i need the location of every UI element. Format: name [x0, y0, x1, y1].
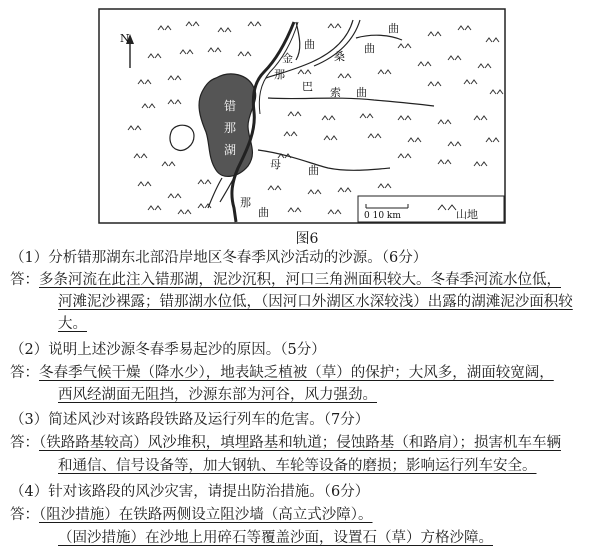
answer-2-text-2: 西风经湖面无阻挡，沙源东部为河谷，风力强劲。 [58, 387, 377, 403]
answer-3-line-1 [10, 433, 602, 454]
river-label-basuo-qu: 曲 [356, 86, 367, 99]
map-figure [98, 8, 506, 224]
figure-caption: 图6 [295, 231, 319, 247]
map-svg [98, 8, 506, 224]
answer-2-line-2 [58, 385, 602, 406]
question-3: （3）简述风沙对该路段铁路及运行列车的危害。（7分） [10, 412, 370, 428]
answer-label: 答： [10, 507, 39, 523]
answer-3-line-2 [58, 456, 602, 477]
answer-4-line-2 [58, 528, 602, 549]
map-frame [99, 9, 505, 223]
lake-label-1: 错 [224, 99, 237, 113]
answer-1-text-1: 多条河流在此注入错那湖，泥沙沉积，河口三角洲面积较大。冬春季河流水位低， [39, 272, 561, 288]
answer-2-text-1: 冬春季气候干燥（降水少），地表缺乏植被（草）的保护；大风多，湖面较宽阔， [39, 365, 554, 381]
answer-label: 答： [10, 435, 39, 451]
answer-3-text-2: 和通信、信号设备等，加大钢轨、车轮等设备的磨损；影响运行列车安全。 [58, 458, 537, 474]
river-label-sang-qu: 曲 [364, 42, 375, 55]
question-1: （1）分析错那湖东北部沿岸地区冬春季风沙活动的沙源。（6分） [10, 250, 428, 266]
question-2: （2）说明上述沙源冬春季易起沙的原因。（5分） [10, 342, 326, 358]
lake-label-3: 湖 [224, 143, 237, 157]
answer-4-text-1: （阻沙措施）在铁路两侧设立阻沙墙（高立式沙障）。 [39, 507, 373, 523]
lake-label-2: 那 [224, 121, 237, 135]
answer-1-line-2 [58, 292, 602, 313]
river-label-ba: 巴 [302, 80, 313, 93]
river-label-mu: 母 [270, 158, 281, 171]
river-label-na-bottom-qu: 曲 [258, 206, 269, 219]
answer-3-text-1: （铁路路基较高）风沙堆积，填埋路基和轨道；侵蚀路基（和路肩）；损害机车车辆 [39, 435, 561, 451]
mountain-legend-label: 山地 [456, 208, 478, 221]
answer-4-text-2: （固沙措施）在沙地上用碎石等覆盖沙面，设置石（草）方格沙障。 [58, 530, 493, 546]
river-label-na-bottom: 那 [240, 196, 251, 209]
answer-2-line-1 [10, 363, 602, 384]
answer-label: 答： [10, 365, 39, 381]
answer-1-line-3 [58, 314, 602, 335]
answer-4-line-1 [10, 505, 602, 526]
answer-1-line-1 [10, 270, 602, 291]
river-label-suo: 索 [330, 86, 341, 99]
answer-1-text-3: 大。 [58, 316, 87, 332]
river-label-jin: 金 [282, 52, 293, 65]
river-label-jin-qu: 曲 [304, 38, 315, 51]
answer-label: 答： [10, 272, 39, 288]
river-label-sang: 桑 [334, 50, 345, 63]
river-label-na-top: 那 [274, 68, 285, 81]
river-label-qu-top: 曲 [388, 22, 399, 35]
answer-1-text-2: 河滩泥沙裸露；错那湖水位低，（因河口外湖区水深较浅）出露的湖滩泥沙面积较 [58, 294, 573, 310]
question-4: （4）针对该路段的风沙灾害，请提出防治措施。（6分） [10, 484, 370, 500]
north-label: N [120, 32, 130, 45]
river-label-mu-qu: 曲 [308, 164, 319, 177]
scale-label: 0 10 km [364, 211, 401, 221]
